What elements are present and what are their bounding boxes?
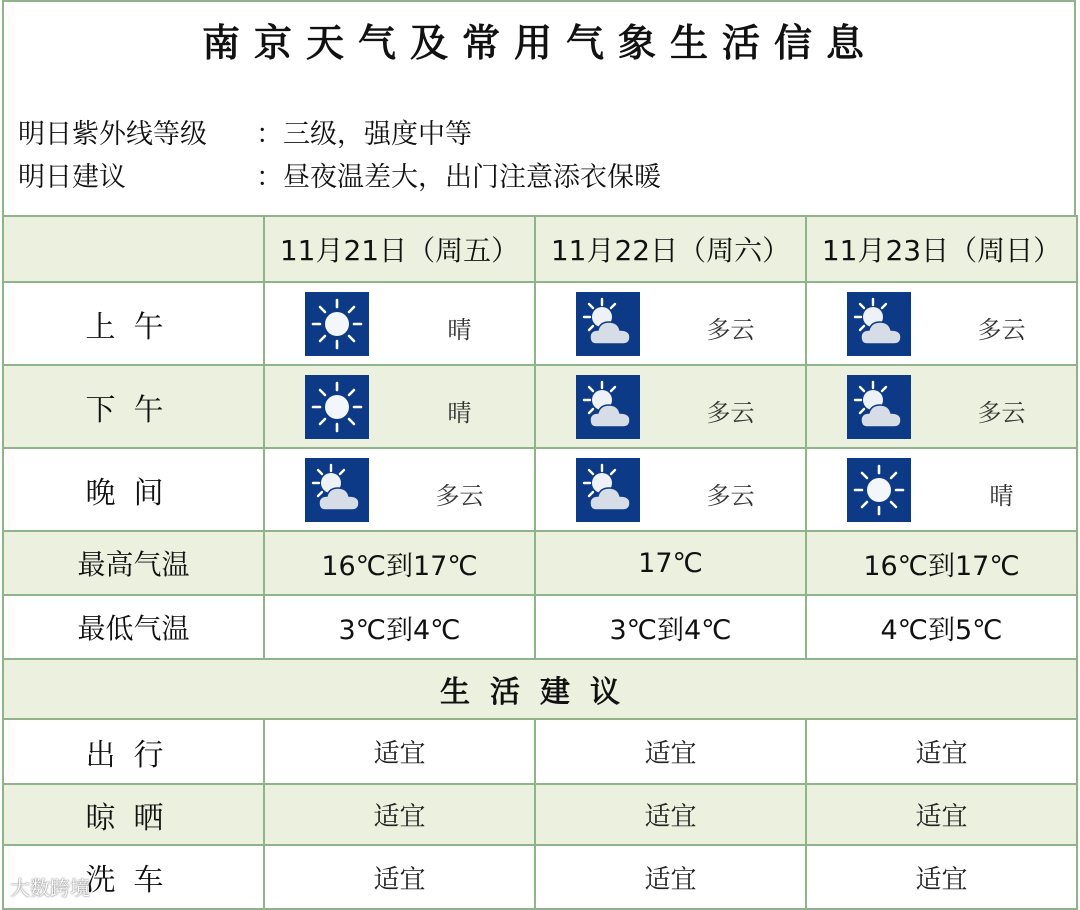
weather-cell bbox=[264, 282, 535, 365]
weather-cell bbox=[806, 282, 1077, 365]
period-label: 上午 bbox=[3, 282, 264, 365]
life-advice-header: 生活建议 bbox=[3, 659, 1077, 719]
period-label: 晚间 bbox=[3, 448, 264, 531]
temperature-label: 最高气温 bbox=[3, 531, 264, 595]
weather-condition: 晴 bbox=[447, 398, 472, 427]
weather-cell bbox=[264, 448, 535, 531]
weather-condition: 多云 bbox=[977, 315, 1026, 344]
life-header-row bbox=[3, 659, 1077, 719]
temperature-value: 16℃到17℃ bbox=[264, 531, 535, 595]
corner-cell bbox=[3, 216, 264, 282]
date-header: 11月21日（周五） bbox=[264, 216, 535, 282]
weather-cell bbox=[264, 365, 535, 448]
life-advice-value: 适宜 bbox=[535, 719, 806, 784]
temperature-value: 3℃到4℃ bbox=[535, 595, 806, 659]
life-advice-value: 适宜 bbox=[264, 719, 535, 784]
life-advice-value: 适宜 bbox=[535, 784, 806, 845]
weather-condition: 多云 bbox=[706, 481, 755, 510]
weather-cell bbox=[535, 448, 806, 531]
period-row bbox=[3, 448, 1077, 531]
sun-icon bbox=[847, 458, 911, 522]
weather-cell bbox=[535, 365, 806, 448]
partly-cloudy-icon bbox=[576, 375, 640, 439]
weather-condition: 多云 bbox=[435, 481, 484, 510]
uv-value: ：三级，强度中等 bbox=[256, 119, 472, 150]
sun-icon bbox=[305, 375, 369, 439]
date-header: 11月22日（周六） bbox=[535, 216, 806, 282]
temperature-label: 最低气温 bbox=[3, 595, 264, 659]
partly-cloudy-icon bbox=[847, 292, 911, 356]
sun-icon bbox=[305, 292, 369, 356]
weather-condition: 多云 bbox=[706, 398, 755, 427]
life-advice-value: 适宜 bbox=[806, 719, 1077, 784]
weather-condition: 晴 bbox=[447, 315, 472, 344]
partly-cloudy-icon bbox=[576, 292, 640, 356]
temperature-value: 17℃ bbox=[535, 531, 806, 595]
period-label: 下午 bbox=[3, 365, 264, 448]
life-advice-row bbox=[3, 719, 1077, 784]
temperature-row bbox=[3, 595, 1077, 659]
period-row bbox=[3, 365, 1077, 448]
uv-label: 明日紫外线等级 bbox=[18, 119, 207, 150]
weather-cell bbox=[535, 282, 806, 365]
life-advice-value: 适宜 bbox=[264, 784, 535, 845]
forecast-table bbox=[2, 215, 1078, 910]
temperature-value: 4℃到5℃ bbox=[806, 595, 1077, 659]
temperature-row bbox=[3, 531, 1077, 595]
advice-value: ：昼夜温差大，出门注意添衣保暖 bbox=[256, 162, 661, 193]
partly-cloudy-icon bbox=[576, 458, 640, 522]
life-advice-label: 出行 bbox=[3, 719, 264, 784]
temperature-value: 16℃到17℃ bbox=[806, 531, 1077, 595]
life-advice-value: 适宜 bbox=[264, 845, 535, 909]
weather-condition: 多云 bbox=[977, 398, 1026, 427]
period-row bbox=[3, 282, 1077, 365]
life-advice-value: 适宜 bbox=[806, 845, 1077, 909]
weather-cell bbox=[806, 448, 1077, 531]
date-header: 11月23日（周日） bbox=[806, 216, 1077, 282]
life-advice-value: 适宜 bbox=[806, 784, 1077, 845]
life-advice-value: 适宜 bbox=[535, 845, 806, 909]
life-advice-label: 洗车 bbox=[3, 845, 264, 909]
partly-cloudy-icon bbox=[305, 458, 369, 522]
life-advice-row bbox=[3, 784, 1077, 845]
watermark: 大数跨境 bbox=[10, 876, 90, 900]
weather-condition: 多云 bbox=[706, 315, 755, 344]
page-title: 南京天气及常用气象生活信息 bbox=[201, 21, 878, 65]
advice-label: 明日建议 bbox=[18, 162, 126, 193]
weather-cell bbox=[806, 365, 1077, 448]
life-advice-label: 晾晒 bbox=[3, 784, 264, 845]
weather-condition: 晴 bbox=[989, 481, 1014, 510]
partly-cloudy-icon bbox=[847, 375, 911, 439]
life-advice-row bbox=[3, 845, 1077, 909]
temperature-value: 3℃到4℃ bbox=[264, 595, 535, 659]
date-header-row bbox=[3, 216, 1077, 282]
